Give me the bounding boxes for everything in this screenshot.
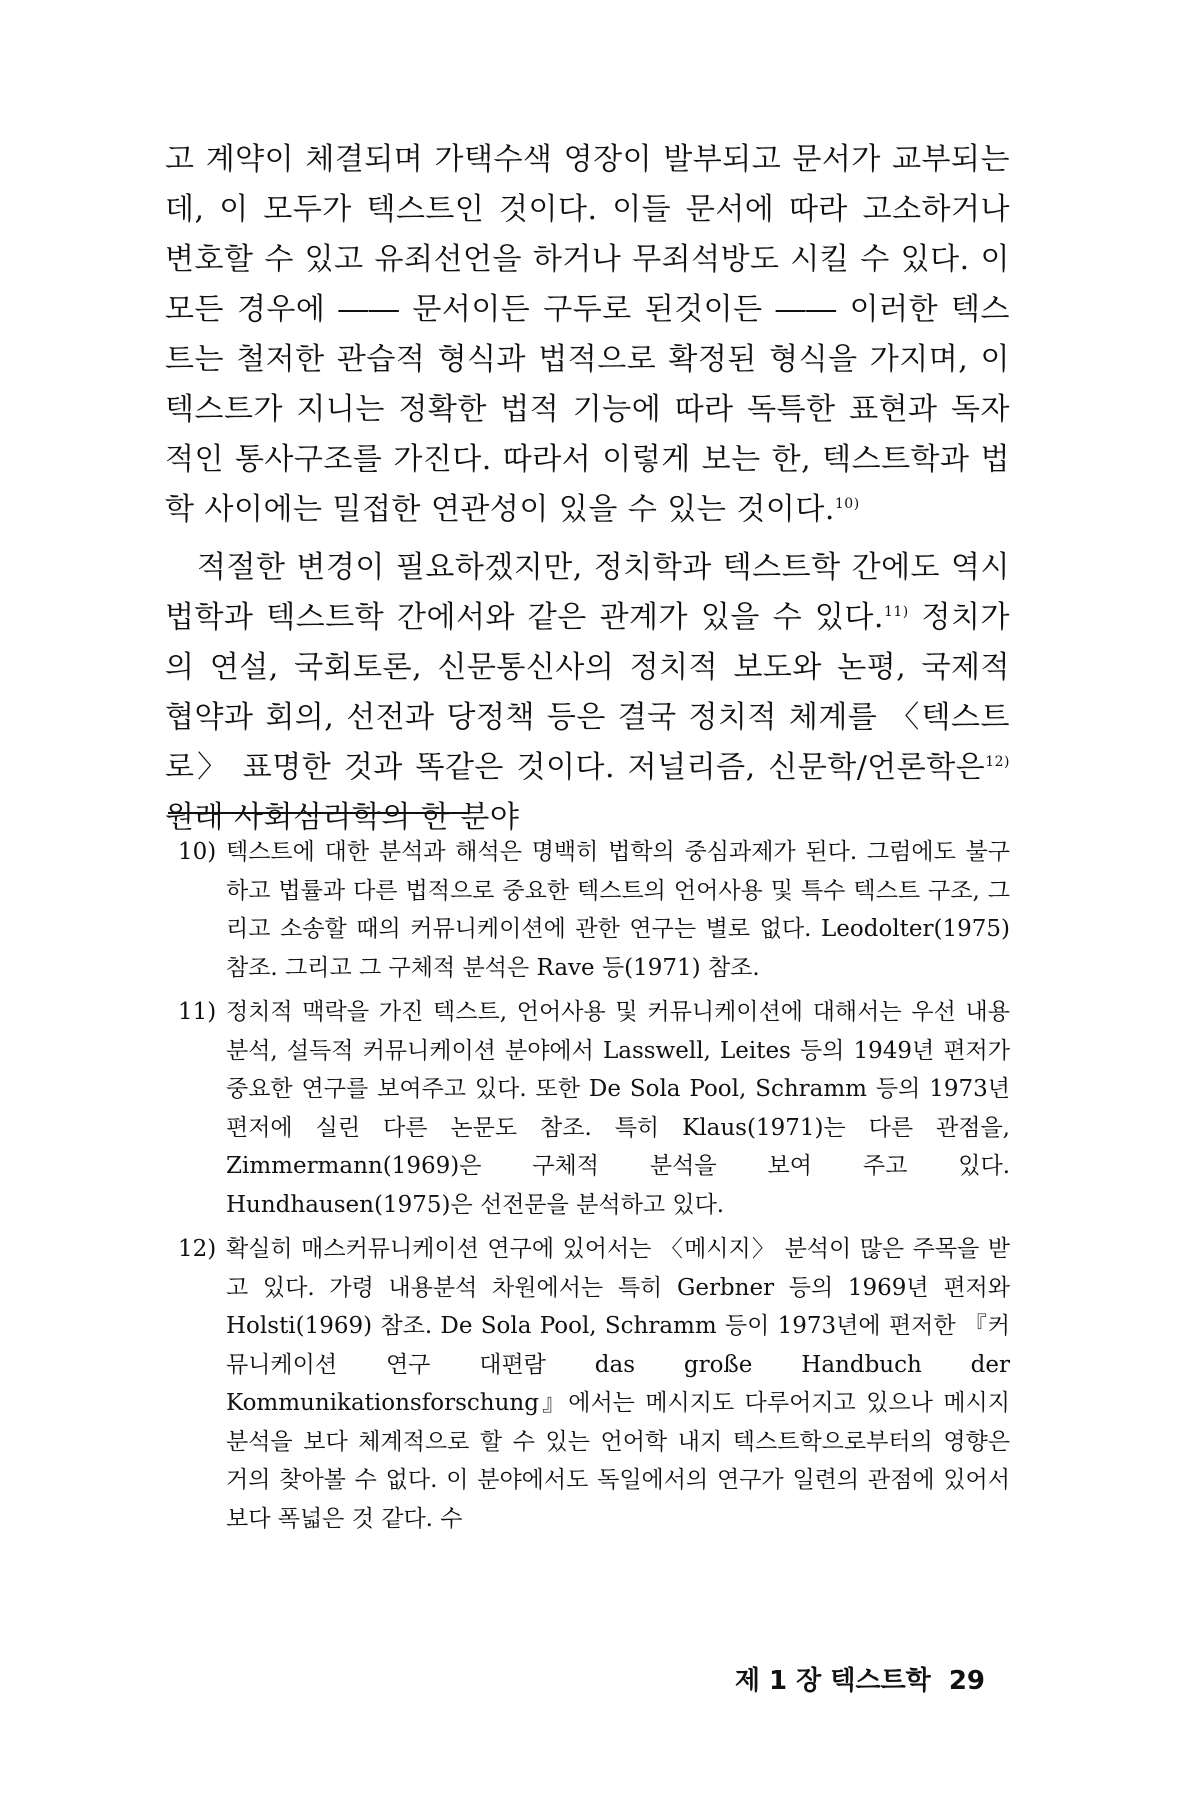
footnote-10 <box>178 833 1010 987</box>
page-number: 29 <box>948 1666 985 1696</box>
footnote-ref-11: 11) <box>883 604 909 620</box>
chapter-title: 제 1 장 텍스트학 <box>734 1666 931 1696</box>
footnote-text: 텍스트에 대한 분석과 해석은 명백히 법학의 중심과제가 된다. 그럼에도 불구하고 법률과 다른 법적으로 중요한 텍스트의 언어사용 및 특수 텍스트 구조, 그리고 소송할 때의 커뮤니케이션에 관한 연구는 별로 없다. Leodolter(1975) 참조. 그리고 그 구체적 분석은 Rave 등(1971) 참조. <box>226 839 1010 981</box>
main-text <box>165 135 1010 843</box>
paragraph-1 <box>165 135 1010 535</box>
footnote-divider <box>168 812 468 814</box>
paragraph-2-text-c: 원래 사회심리학의 한 분야 <box>165 800 520 835</box>
footnote-11 <box>178 993 1010 1224</box>
footnote-text: 확실히 매스커뮤니케이션 연구에 있어서는 〈메시지〉 분석이 많은 주목을 받고 있다. 가령 내용분석 차원에서는 특히 Gerbner 등의 1969년 편저와 Holsti(1969) 참조. De Sola Pool, Schramm 등이 1973년에 편저한 『커뮤니케이션 연구 대편람 das große Handbuch der Kommunikationsforschung』에서는 메시지도 다루어지고 있으나 메시지 분석을 보다 체계적으로 할 수 있는 언어학 내지 텍스트학으로부터의 영향은 거의 찾아볼 수 없다. 이 분야에서도 독일에서의 연구가 일련의 관점에 있어서 보다 폭넓은 것 같다. 수 <box>226 1236 1010 1532</box>
paragraph-2 <box>165 543 1010 843</box>
paragraph-1-text: 고 계약이 체결되며 가택수색 영장이 발부되고 문서가 교부되는데, 이 모두가 텍스트인 것이다. 이들 문서에 따라 고소하거나 변호할 수 있고 유죄선언을 하거나 무죄석방도 시킬 수 있다. 이 모든 경우에 ―― 문서이든 구두로 된것이든 ―― 이러한 텍스트는 철저한 관습적 형식과 법적으로 확정된 형식을 가지며, 이 텍스트가 지니는 정확한 법적 기능에 따라 독특한 표현과 독자적인 통사구조를 가진다. 따라서 이렇게 보는 한, 텍스트학과 법학 사이에는 밀접한 연관성이 있을 수 있는 것이다. <box>165 142 1010 527</box>
footnote-ref-12: 12) <box>985 754 1010 770</box>
footnote-number: 11) <box>178 999 217 1025</box>
footnote-number: 12) <box>178 1236 217 1262</box>
footnotes <box>178 833 1010 1544</box>
footnote-ref-10: 10) <box>834 496 860 512</box>
paragraph-2-text-b: 정치가의 연설, 국회토론, 신문통신사의 정치적 보도와 논평, 국제적 협약과 회의, 선전과 당정책 등은 결국 정치적 체계를 〈텍스트로〉 표명한 것과 똑같은 것이다. 저널리즘, 신문학/언론학은 <box>165 600 1010 785</box>
paragraph-2-text-a: 적절한 변경이 필요하겠지만, 정치학과 텍스트학 간에도 역시 법학과 텍스트학 간에서와 같은 관계가 있을 수 있다. <box>165 550 1010 635</box>
footnote-number: 10) <box>178 839 217 865</box>
page-footer <box>735 1660 985 1697</box>
footnote-12 <box>178 1230 1010 1538</box>
footnote-text: 정치적 맥락을 가진 텍스트, 언어사용 및 커뮤니케이션에 대해서는 우선 내용분석, 설득적 커뮤니케이션 분야에서 Lasswell, Leites 등의 1949년 편저가 중요한 연구를 보여주고 있다. 또한 De Sola Pool, Schramm 등의 1973년 편저에 실린 다른 논문도 참조. 특히 Klaus(1971)는 다른 관점을, Zimmermann(1969)은 구체적 분석을 보여 주고 있다. Hundhausen(1975)은 선전문을 분석하고 있다. <box>226 999 1010 1218</box>
